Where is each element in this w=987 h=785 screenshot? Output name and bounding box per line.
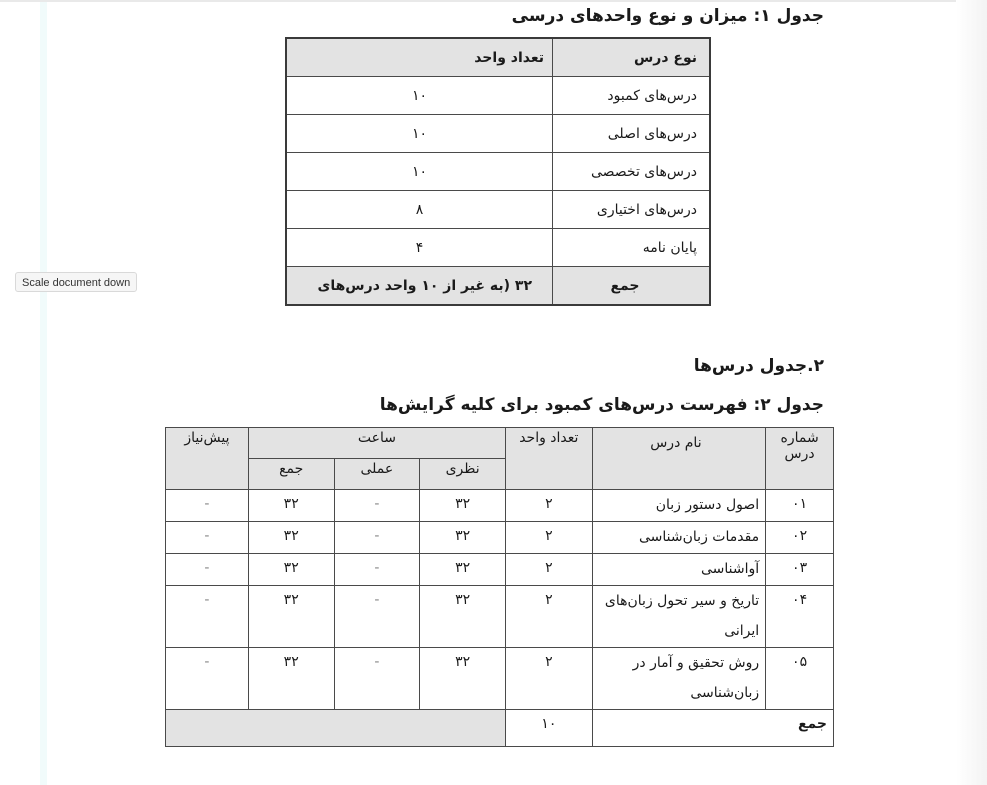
course-number: ۰۵	[766, 648, 834, 710]
course-practical-hours: -	[334, 522, 420, 554]
units-table	[285, 37, 711, 306]
section-heading: ۲.جدول درس‌ها	[693, 356, 824, 376]
course-prereq: -	[166, 522, 249, 554]
course-practical-hours: -	[334, 490, 420, 522]
table1-cell-units: ۱۰	[286, 153, 553, 191]
table2-total-empty	[166, 710, 506, 747]
course-units: ۲	[505, 522, 592, 554]
table1-cell-units: ۴	[286, 229, 553, 267]
course-units: ۲	[505, 554, 592, 586]
table2-header-units: تعداد واحد	[505, 428, 592, 490]
course-practical-hours: -	[334, 554, 420, 586]
table-row	[166, 490, 834, 522]
table2-header-prereq: پیش‌نیاز	[166, 428, 249, 490]
table1-cell-type: پایان نامه	[553, 229, 711, 267]
course-name: تاریخ و سیر تحول زبان‌های ایرانی	[592, 586, 765, 648]
table-row	[286, 77, 710, 115]
table1-header-row	[286, 38, 710, 77]
course-prereq: -	[166, 648, 249, 710]
table1-cell-units: ۱۰	[286, 115, 553, 153]
table1-total-label: جمع	[553, 267, 711, 306]
course-number: ۰۴	[766, 586, 834, 648]
table2-header-name: نام درس	[592, 428, 765, 490]
table-row	[166, 648, 834, 710]
course-theory-hours: ۳۲	[420, 586, 506, 648]
table2-title: جدول ۲: فهرست درس‌های کمبود برای کلیه گرایش‌ها	[379, 395, 824, 415]
course-prereq: -	[166, 554, 249, 586]
course-prereq: -	[166, 490, 249, 522]
table1-header-units: تعداد واحد	[286, 38, 553, 77]
table2-total-row	[166, 710, 834, 747]
table1-cell-type: درس‌های تخصصی	[553, 153, 711, 191]
table1-cell-type: درس‌های کمبود	[553, 77, 711, 115]
course-number: ۰۱	[766, 490, 834, 522]
courses-table	[165, 427, 834, 747]
course-name: روش تحقیق و آمار در زبان‌شناسی	[592, 648, 765, 710]
table2-header-row	[166, 428, 834, 459]
page-margin-line	[40, 2, 47, 785]
table2-total-units: ۱۰	[505, 710, 592, 747]
course-total-hours: ۳۲	[248, 554, 334, 586]
course-total-hours: ۳۲	[248, 490, 334, 522]
table2-total-label: جمع	[592, 710, 833, 747]
course-total-hours: ۳۲	[248, 586, 334, 648]
course-theory-hours: ۳۲	[420, 554, 506, 586]
course-number: ۰۲	[766, 522, 834, 554]
course-name: آواشناسی	[592, 554, 765, 586]
table1-cell-units: ۸	[286, 191, 553, 229]
course-theory-hours: ۳۲	[420, 490, 506, 522]
table2-header-hours: ساعت	[248, 428, 505, 459]
table1-header-type: نوع درس	[553, 38, 711, 77]
table-row	[286, 115, 710, 153]
table1-total-value: ۳۲ (به غیر از ۱۰ واحد درس‌های	[286, 267, 553, 306]
course-units: ۲	[505, 586, 592, 648]
table2-header-number: شماره درس	[766, 428, 834, 490]
course-total-hours: ۳۲	[248, 522, 334, 554]
course-practical-hours: -	[334, 586, 420, 648]
table-row	[166, 554, 834, 586]
table-row	[286, 153, 710, 191]
table-row	[286, 229, 710, 267]
table-row	[286, 191, 710, 229]
table2-header-theory: نظری	[420, 459, 506, 490]
course-units: ۲	[505, 648, 592, 710]
course-practical-hours: -	[334, 648, 420, 710]
table1-total-row	[286, 267, 710, 306]
course-units: ۲	[505, 490, 592, 522]
table-row	[166, 522, 834, 554]
course-name: اصول دستور زبان	[592, 490, 765, 522]
scale-document-down-button[interactable]: Scale document down	[15, 272, 137, 292]
course-prereq: -	[166, 586, 249, 648]
viewer-top-border	[0, 0, 987, 2]
course-theory-hours: ۳۲	[420, 648, 506, 710]
table1-cell-units: ۱۰	[286, 77, 553, 115]
table1-title: جدول ۱: میزان و نوع واحدهای درسی	[511, 6, 824, 26]
table1-cell-type: درس‌های اختیاری	[553, 191, 711, 229]
table1-cell-type: درس‌های اصلی	[553, 115, 711, 153]
course-name: مقدمات زبان‌شناسی	[592, 522, 765, 554]
course-total-hours: ۳۲	[248, 648, 334, 710]
course-number: ۰۳	[766, 554, 834, 586]
page-right-edge	[956, 0, 987, 785]
table2-header-practical: عملی	[334, 459, 420, 490]
table2-header-total: جمع	[248, 459, 334, 490]
table-row	[166, 586, 834, 648]
course-theory-hours: ۳۲	[420, 522, 506, 554]
